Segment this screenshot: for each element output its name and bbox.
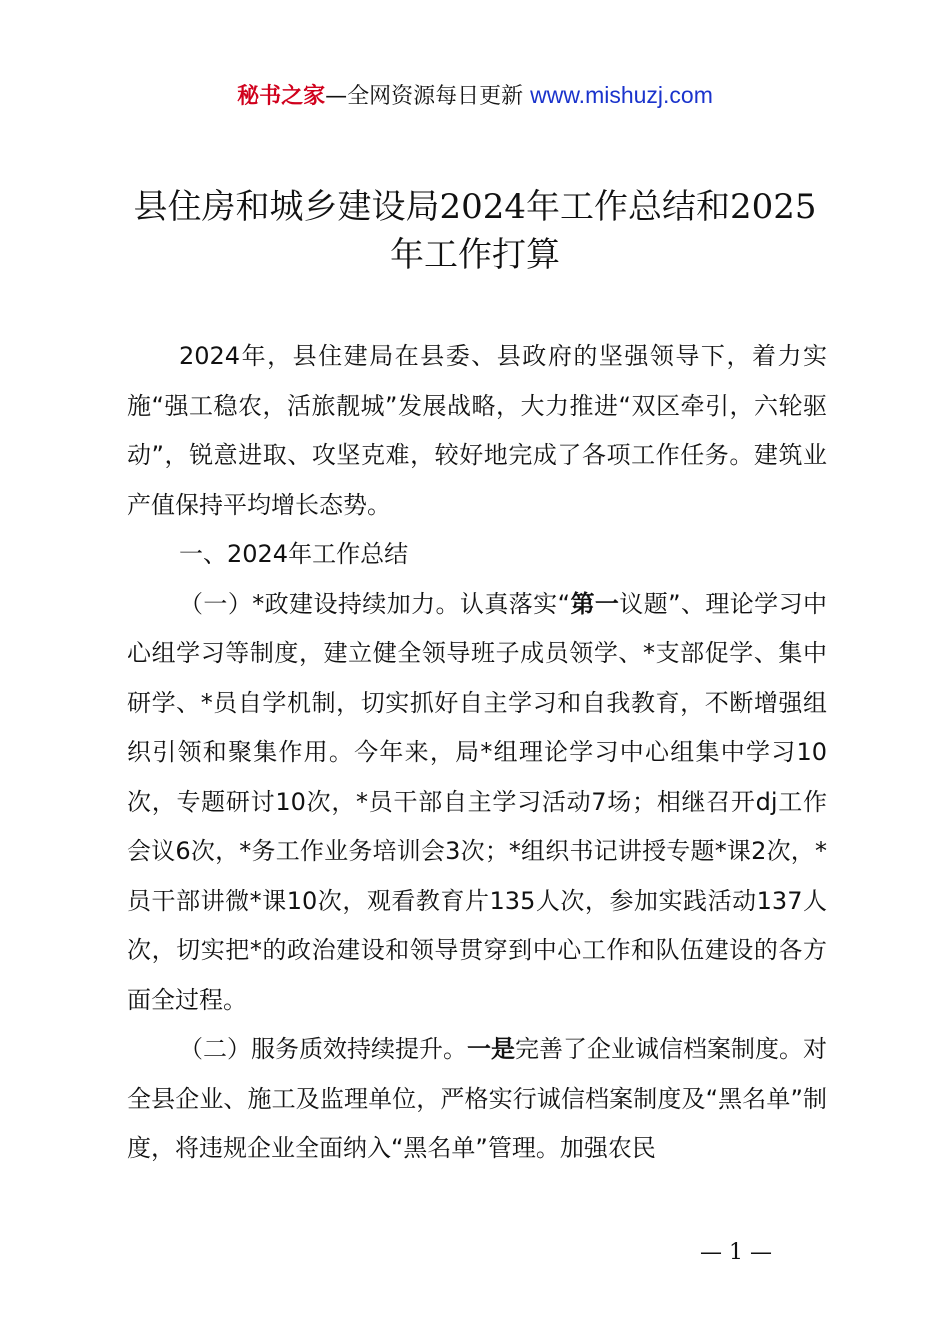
brand-name: 秘书之家 [237, 84, 326, 109]
title-line-2: 年工作打算 [390, 235, 560, 275]
header-tagline: —全网资源每日更新 [325, 84, 524, 109]
document-body [127, 332, 827, 1174]
paragraph-intro: 2024年，县住建局在县委、县政府的坚强领导下，着力实施“强工稳农，活旅靓城”发展战略，大力推进“双区牵引，六轮驱动”，锐意进取、攻坚克难，较好地完成了各项工作任务。建筑业产值保持平均增长态势。 [127, 342, 827, 519]
page-number: — 1 — [700, 1240, 772, 1265]
section-heading: 一、2024年工作总结 [179, 540, 409, 568]
paragraph-text: 完善了企业诚信档案制度。对全县企业、施工及监理单位，严格实行诚信档案制度及“黑名单”制度，将违规企业全面纳入“黑名单”管理。加强农民 [127, 1035, 827, 1162]
paragraph-text: （一）*政建设持续加力。认真落实“ [179, 589, 571, 618]
title-line-1: 县住房和城乡建设局2024年工作总结和2025 [133, 187, 817, 227]
bold-text: 一是 [467, 1035, 515, 1063]
document-title [110, 183, 840, 279]
paragraph-text: 议题”、理论学习中心组学习等制度，建立健全领导班子成员领学、*支部促学、集中研学、*员自学机制，切实抓好自主学习和自我教育，不断增强组织引领和聚集作用。今年来，局*组理论学习中心组集中学习10次，专题研讨10次，*员干部自主学习活动7场；相继召开dj工作会议6次，*务工作业务培训会3次；*组织书记讲授专题*课2次，*员干部讲微*课10次，观看教育片135人次，参加实践活动137人次，切实把*的政治建设和领导贯穿到中心工作和队伍建设的各方面全过程。 [127, 589, 828, 1014]
paragraph-service-quality [127, 1025, 827, 1174]
site-header [0, 80, 950, 112]
bold-text: 第一 [570, 589, 620, 618]
site-url[interactable]: www.mishuzj.com [530, 82, 713, 108]
paragraph-text: （二）服务质效持续提升。 [179, 1035, 467, 1063]
paragraph-party-building [127, 580, 827, 1026]
